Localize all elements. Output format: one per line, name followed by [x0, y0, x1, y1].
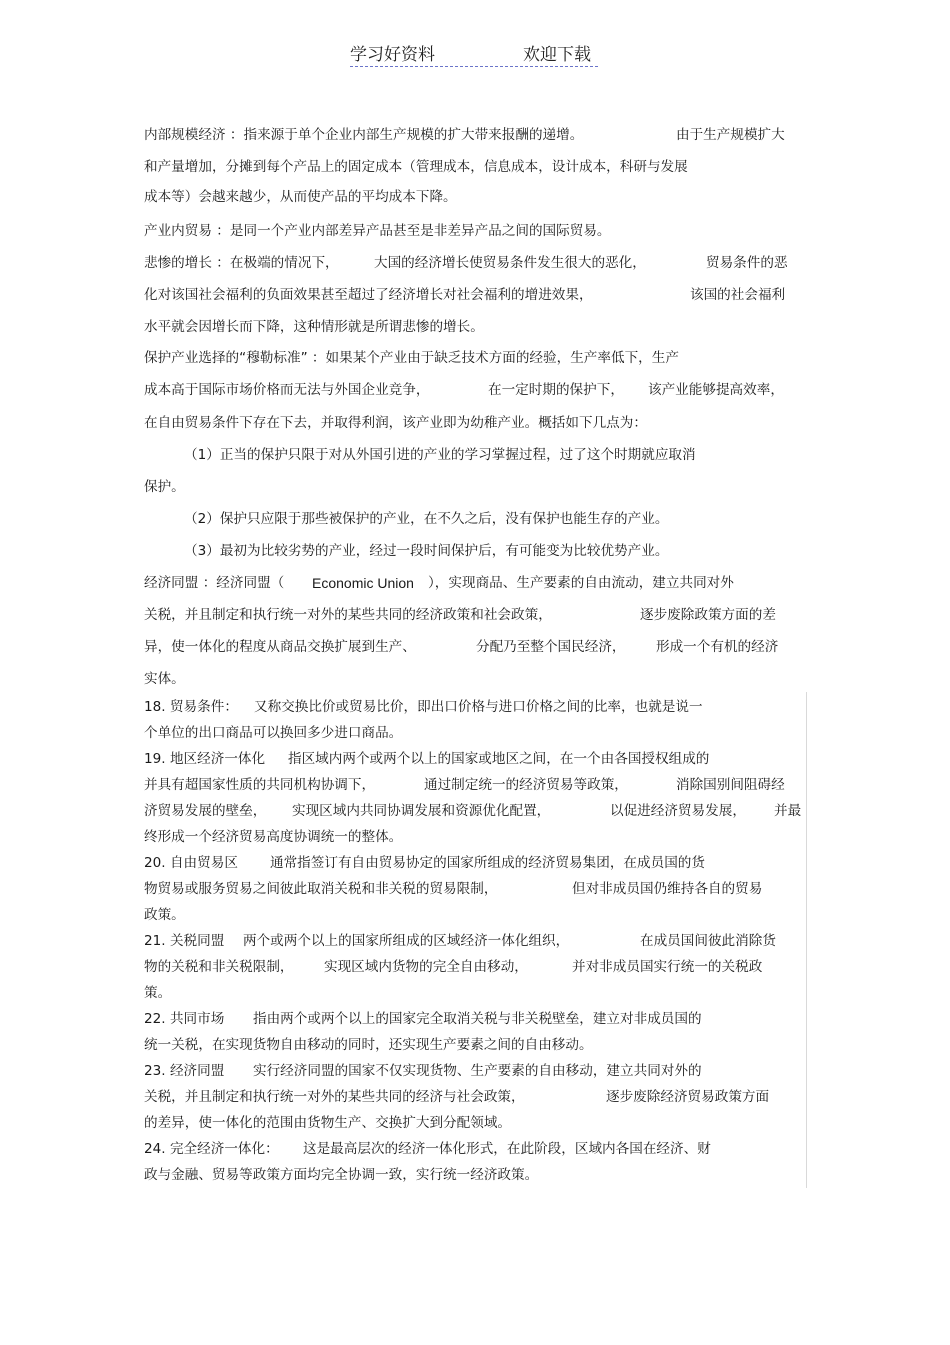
- text-segment: 和产量增加，分摊到每个产品上的固定成本（管理成本，信息成本，设计成本，科研与发展: [144, 159, 688, 175]
- text-segment: 又称交换比价或贸易比价，即出口价格与进口价格之间的比率，也就是说一: [254, 699, 703, 715]
- term-definition: 内部规模经济 ：指来源于单个企业内部生产规模的扩大带来报酬的递增。: [144, 127, 584, 143]
- text-line: [0, 983, 950, 1003]
- term-definition: 悲惨的增长 ：在极端的情况下，: [144, 255, 339, 271]
- text-segment: 统一关税，在实现货物自由移动的同时，还实现生产要素之间的自由移动。: [144, 1037, 593, 1053]
- text-segment: 在成员国间彼此消除货: [640, 933, 776, 949]
- text-segment: 大国的经济增长使贸易条件发生很大的恶化，: [374, 255, 646, 271]
- text-segment: 通过制定统一的经济贸易等政策，: [424, 777, 628, 793]
- term-definition: 保护产业选择的“穆勒标准” ：如果某个产业由于缺乏技术方面的经验，生产率低下，生产: [144, 350, 679, 366]
- text-line: [0, 749, 950, 769]
- text-line: [0, 221, 950, 241]
- text-line: [0, 957, 950, 977]
- text-segment: 指区域内两个或两个以上的国家或地区之间，在一个由各国授权组成的: [288, 751, 710, 767]
- item-term: 24. 完全经济一体化：: [144, 1141, 279, 1157]
- text-line: [0, 1035, 950, 1055]
- text-line: [0, 317, 950, 337]
- item-term: 18. 贸易条件：: [144, 699, 238, 715]
- text-segment: 消除国别间阻碍经: [676, 777, 785, 793]
- text-line: [0, 1139, 950, 1159]
- text-line: [0, 879, 950, 899]
- text-line: [0, 413, 950, 433]
- text-segment: 关税，并且制定和执行统一对外的某些共同的经济与社会政策，: [144, 1089, 525, 1105]
- text-segment: 由于生产规模扩大: [676, 127, 785, 143]
- item-term: 19. 地区经济一体化: [144, 751, 266, 767]
- text-line: [0, 1087, 950, 1107]
- text-segment: 关税，并且制定和执行统一对外的某些共同的经济政策和社会政策，: [144, 607, 552, 623]
- text-segment: 物的关税和非关税限制，: [144, 959, 294, 975]
- text-line: [0, 605, 950, 625]
- text-segment: 在一定时期的保护下，: [488, 382, 624, 398]
- text-segment: 水平就会因增长而下降，这种情形就是所谓悲惨的增长。: [144, 319, 484, 335]
- text-line: [0, 905, 950, 925]
- text-line: [0, 1113, 950, 1133]
- header-right-text: 欢迎下载: [523, 45, 591, 65]
- text-segment: 该产业能够提高效率，: [648, 382, 784, 398]
- text-line: [0, 801, 950, 821]
- list-item: （2）保护只应限于那些被保护的产业，在不久之后，没有保护也能生存的产业。: [184, 511, 669, 527]
- text-segment: 济贸易发展的壁垒，: [144, 803, 267, 819]
- text-segment: 实现区域内货物的完全自由移动，: [324, 959, 528, 975]
- text-line: [0, 931, 950, 951]
- header-left-text: 学习好资料: [350, 45, 435, 65]
- text-segment: 但对非成员国仍维持各自的贸易: [572, 881, 763, 897]
- text-segment: 物贸易或服务贸易之间彼此取消关税和非关税的贸易限制，: [144, 881, 498, 897]
- text-segment: 成本等）会越来越少，从而使产品的平均成本下降。: [144, 189, 457, 205]
- text-line: [0, 827, 950, 847]
- text-segment: 保护。: [144, 479, 185, 495]
- text-segment: 个单位的出口商品可以换回多少进口商品。: [144, 725, 403, 741]
- text-line: [0, 1165, 950, 1185]
- text-line: [0, 573, 950, 593]
- text-segment: 并具有超国家性质的共同机构协调下，: [144, 777, 376, 793]
- text-segment: 实体。: [144, 671, 185, 687]
- text-line: [0, 669, 950, 689]
- text-line: [0, 380, 950, 400]
- list-item: （1）正当的保护只限于对从外国引进的产业的学习掌握过程，过了这个时期就应取消: [184, 447, 696, 463]
- text-line: [0, 637, 950, 657]
- item-term: 22. 共同市场: [144, 1011, 225, 1027]
- item-term: 21. 关税同盟: [144, 933, 225, 949]
- text-segment: Economic Union: [312, 575, 414, 591]
- text-segment: 策。: [144, 985, 172, 1001]
- text-segment: 逐步废除经济贸易政策方面: [606, 1089, 770, 1105]
- text-segment: 的差异，使一体化的范围由货物生产、交换扩大到分配领域。: [144, 1115, 512, 1131]
- text-segment: 分配乃至整个国民经济，: [476, 639, 626, 655]
- text-segment: 实现区域内共同协调发展和资源优化配置，: [292, 803, 551, 819]
- page-header: [350, 40, 598, 67]
- text-line: [0, 187, 950, 207]
- text-line: [0, 285, 950, 305]
- text-segment: 异，使一体化的程度从商品交换扩展到生产、: [144, 639, 416, 655]
- text-line: [0, 125, 950, 145]
- text-segment: ），实现商品、生产要素的自由流动，建立共同对外: [428, 575, 734, 591]
- text-line: [0, 541, 950, 561]
- text-segment: 指由两个或两个以上的国家完全取消关税与非关税壁垒，建立对非成员国的: [253, 1011, 702, 1027]
- term-definition: 经济同盟 ：经济同盟（: [144, 575, 285, 591]
- text-segment: 实行经济同盟的国家不仅实现货物、生产要素的自由移动，建立共同对外的: [253, 1063, 702, 1079]
- text-segment: 并最: [774, 803, 802, 819]
- text-line: [0, 445, 950, 465]
- text-line: [0, 1009, 950, 1029]
- text-line: [0, 348, 950, 368]
- text-segment: 形成一个有机的经济: [656, 639, 779, 655]
- text-segment: 成本高于国际市场价格而无法与外国企业竞争，: [144, 382, 430, 398]
- text-line: [0, 775, 950, 795]
- text-segment: 贸易条件的恶: [706, 255, 788, 271]
- text-segment: 逐步废除政策方面的差: [640, 607, 776, 623]
- text-line: [0, 157, 950, 177]
- text-segment: 终形成一个经济贸易高度协调统一的整体。: [144, 829, 403, 845]
- term-definition: 产业内贸易 ：是同一个产业内部差异产品甚至是非差异产品之间的国际贸易。: [144, 223, 611, 239]
- text-segment: 化对该国社会福利的负面效果甚至超过了经济增长对社会福利的增进效果，: [144, 287, 593, 303]
- text-segment: 在自由贸易条件下存在下去，并取得利润，该产业即为幼稚产业。概括如下几点为：: [144, 415, 647, 431]
- text-line: [0, 509, 950, 529]
- item-term: 20. 自由贸易区: [144, 855, 238, 871]
- text-segment: 政策。: [144, 907, 185, 923]
- text-segment: 两个或两个以上的国家所组成的区域经济一体化组织，: [243, 933, 570, 949]
- text-line: [0, 477, 950, 497]
- text-segment: 这是最高层次的经济一体化形式，在此阶段，区域内各国在经济、财: [303, 1141, 711, 1157]
- text-line: [0, 853, 950, 873]
- text-segment: 该国的社会福利: [690, 287, 786, 303]
- item-term: 23. 经济同盟: [144, 1063, 225, 1079]
- text-segment: 并对非成员国实行统一的关税政: [572, 959, 763, 975]
- text-line: [0, 723, 950, 743]
- text-line: [0, 697, 950, 717]
- text-segment: 政与金融、贸易等政策方面均完全协调一致，实行统一经济政策。: [144, 1167, 539, 1183]
- text-segment: 以促进经济贸易发展，: [610, 803, 746, 819]
- list-item: （3）最初为比较劣势的产业，经过一段时间保护后，有可能变为比较优势产业。: [184, 543, 669, 559]
- text-line: [0, 1061, 950, 1081]
- text-line: [0, 253, 950, 273]
- text-segment: 通常指签订有自由贸易协定的国家所组成的经济贸易集团，在成员国的货: [270, 855, 705, 871]
